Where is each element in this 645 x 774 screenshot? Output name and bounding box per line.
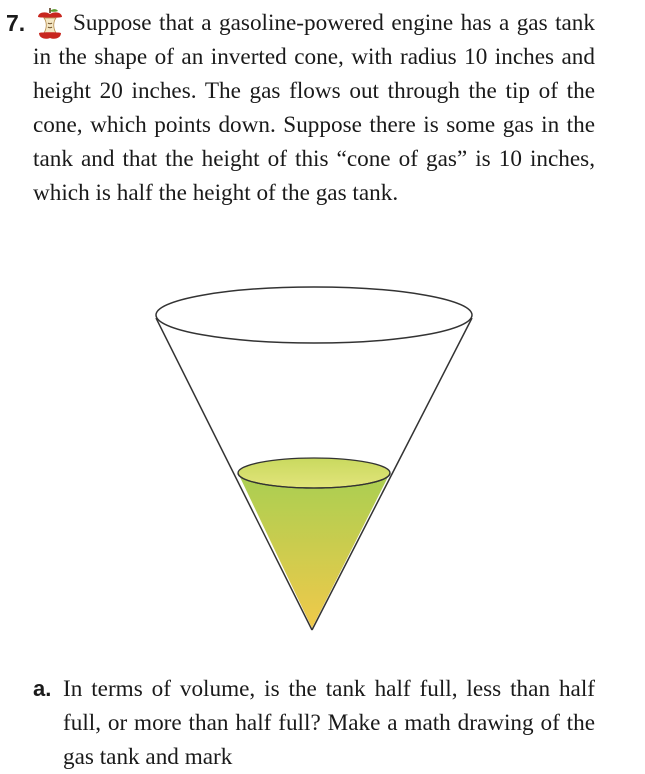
part-a-label: a. xyxy=(33,676,52,701)
part-a xyxy=(33,672,595,774)
inverted-cone-tank xyxy=(150,270,480,640)
problem-statement: Suppose that a gasoline-powered engine has a gas tank in the shape of an inverted cone, with radius 10 inches and height 20 inches. The gas flows out through the tip of the cone, which points down. Suppose there is some gas in the tank and that the height of this “cone of gas” is 10 inches, which is half the height of the gas tank. xyxy=(33,10,595,206)
part-a-question: In terms of volume, is the tank half full, less than half full, or more than half full? Make a math drawing of the gas tank and mark xyxy=(63,676,595,770)
tank-rim xyxy=(156,287,472,343)
problem-number: 7. xyxy=(6,10,26,36)
gas-volume xyxy=(238,473,390,628)
